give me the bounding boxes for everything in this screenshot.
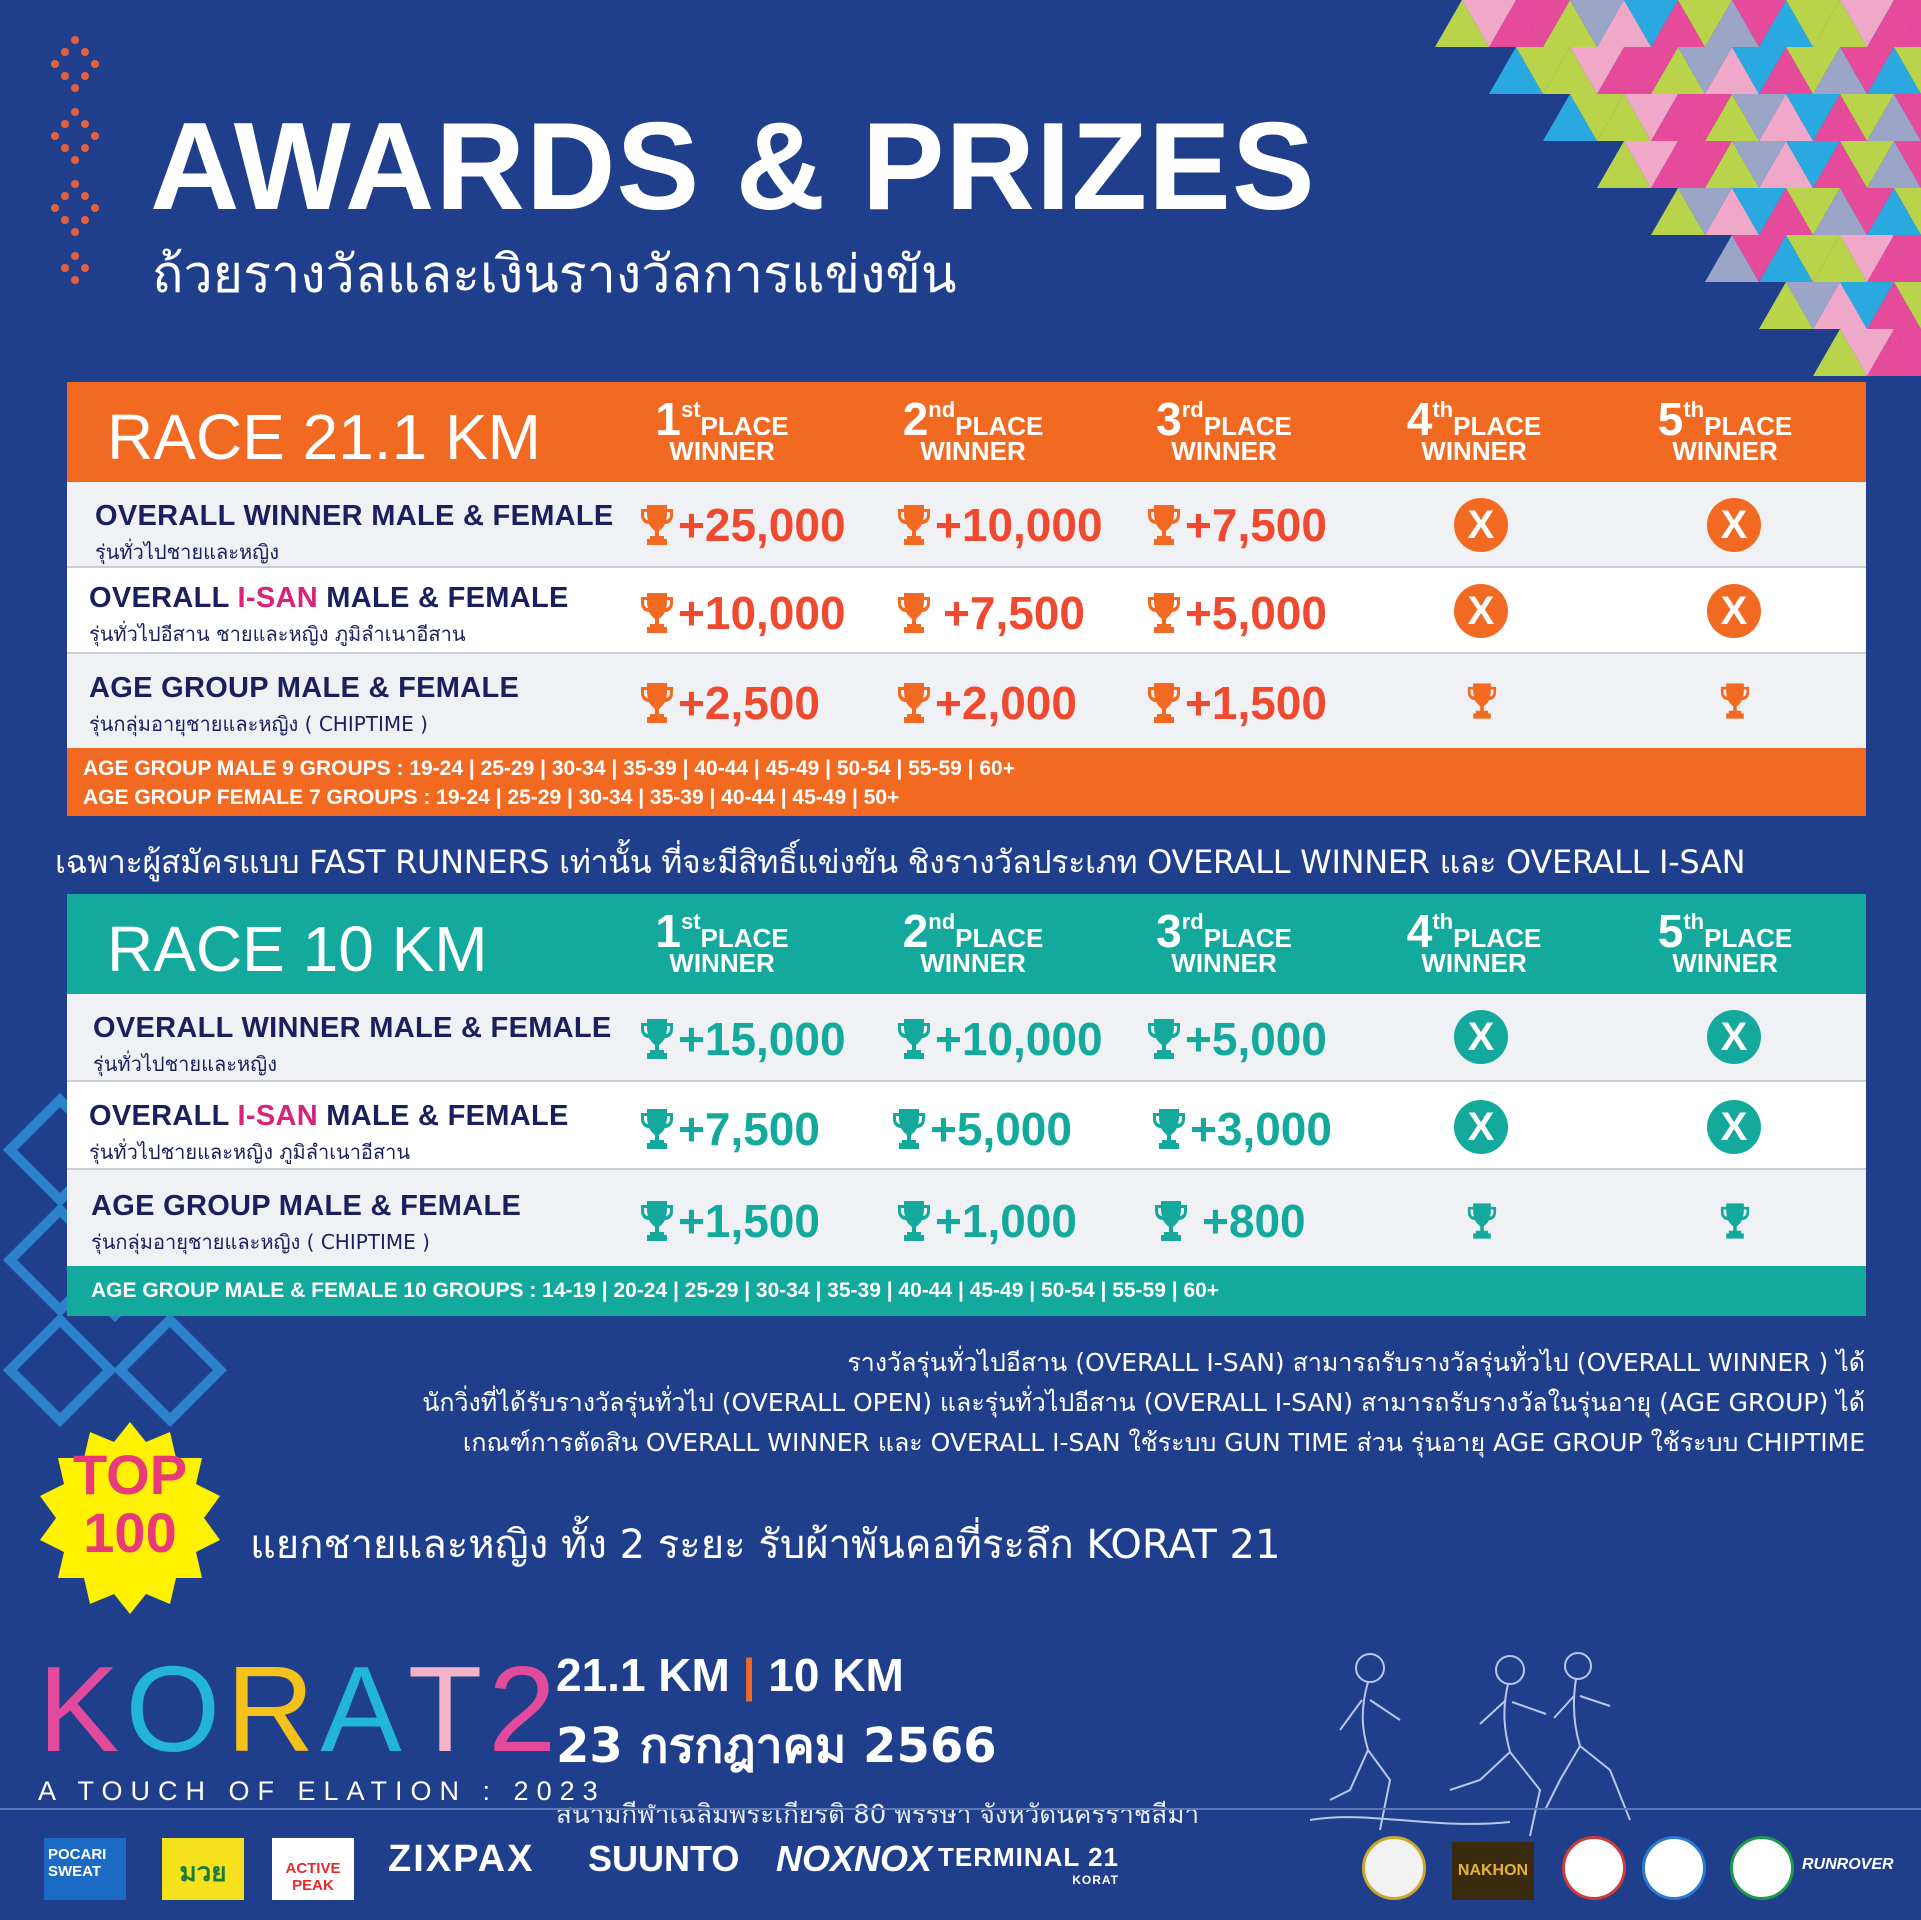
trophy-icon <box>1154 1199 1188 1243</box>
no-prize-icon: X <box>1707 1010 1761 1064</box>
prize-cell: +15,000 <box>640 1012 840 1066</box>
race21-row-agegroup <box>67 654 1866 748</box>
trophy-icon <box>640 591 674 635</box>
page-title: AWARDS & PRIZES <box>150 98 1316 236</box>
race10-col-3: 3rdPLACE WINNER <box>1156 905 1292 978</box>
race21-header <box>67 382 1866 482</box>
top100-label: TOP 100 <box>72 1443 188 1564</box>
prize-cell: +10,000 <box>897 498 1097 552</box>
event-date: 23 กรกฎาคม 2566 <box>556 1718 997 1774</box>
row-sublabel: รุ่นทั่วไปชายและหญิง <box>95 540 279 564</box>
prize-cell: +2,000 <box>897 676 1097 730</box>
prize-cell: +1,500 <box>640 1194 840 1248</box>
row-label: OVERALL WINNER MALE & FEMALE <box>93 1012 612 1044</box>
prize-cell: +7,500 <box>1147 498 1347 552</box>
age-group-line: AGE GROUP MALE & FEMALE 10 GROUPS : 14-19 | 20-24 | 25-29 | 30-34 | 35-39 | 40-44 | 45-49 | 50-54 | 55-59 | 60+ <box>91 1279 1220 1302</box>
note-line: เกณฑ์การตัดสิน OVERALL WINNER และ OVERALL I-SAN ใช้ระบบ GUN TIME ส่วน รุ่นอายุ AGE GROUP ใช้ระบบ CHIPTIME <box>462 1428 1865 1457</box>
age-group-line: AGE GROUP MALE 9 GROUPS : 19-24 | 25-29 | 30-34 | 35-39 | 40-44 | 45-49 | 50-54 | 55-59 | 60+ <box>83 757 1015 780</box>
race21-col-1: 1stPLACE WINNER <box>655 393 789 466</box>
korat21-logo <box>38 1641 606 1807</box>
race10-col-2: 2ndPLACE WINNER <box>902 905 1044 978</box>
event-distances: 21.1 KM | 10 KM <box>556 1649 904 1701</box>
event-venue: สนามกีฬาเฉลิมพระเกียรติ 80 พรรษา จังหวัดนครราชสีมา <box>556 1800 1200 1830</box>
trophy-icon <box>640 1107 674 1151</box>
race21-row-isan <box>67 568 1866 654</box>
prize-cell: +5,000 <box>1147 586 1347 640</box>
trophy-icon <box>1147 1017 1181 1061</box>
row-sublabel: รุ่นกลุ่มอายุชายและหญิง ( CHIPTIME ) <box>89 712 428 736</box>
prize-cell: +7,500 <box>897 586 1097 640</box>
race21-col-3: 3rdPLACE WINNER <box>1156 393 1292 466</box>
prize-cell: +10,000 <box>640 586 840 640</box>
terminal21-logo: TERMINAL 21 KORAT <box>938 1842 1119 1887</box>
trophy-icon <box>640 681 674 725</box>
top100-badge <box>30 1418 230 1618</box>
race21-col-2: 2ndPLACE WINNER <box>902 393 1044 466</box>
crest-logo <box>1730 1836 1794 1900</box>
trophy-icon <box>1147 681 1181 725</box>
row-sublabel: รุ่นกลุ่มอายุชายและหญิง ( CHIPTIME ) <box>91 1230 430 1254</box>
suunto-logo: SUUNTO <box>588 1838 740 1879</box>
fast-runners-note: เฉพาะผู้สมัครแบบ FAST RUNNERS เท่านั้น ที่จะมีสิทธิ์แข่งขัน ชิงรางวัลประเภท OVERALL WINNER และ OVERALL I-SAN <box>55 843 1746 881</box>
race21-col-4: 4thPLACE WINNER <box>1406 393 1542 466</box>
no-prize-icon: X <box>1454 1010 1508 1064</box>
trophy-icon <box>897 1017 931 1061</box>
no-prize-icon: X <box>1707 498 1761 552</box>
prize-cell: +25,000 <box>640 498 840 552</box>
note-line: นักวิ่งที่ได้รับรางวัลรุ่นทั่วไป (OVERALL OPEN) และรุ่นทั่วไปอีสาน (OVERALL I-SAN) สามารถรับรางวัลในรุ่นอายุ (AGE GROUP) ได้ <box>422 1388 1865 1417</box>
shield-logo <box>1562 1836 1626 1900</box>
trophy-icon <box>640 503 674 547</box>
nakhon-logo: NAKHON <box>1452 1842 1534 1900</box>
row-label: OVERALL I-SAN MALE & FEMALE <box>89 582 569 614</box>
trophy-icon <box>1467 1200 1497 1242</box>
race10-title: RACE 10 KM <box>107 913 488 985</box>
age-group-line: AGE GROUP FEMALE 7 GROUPS : 19-24 | 25-29 | 30-34 | 35-39 | 40-44 | 45-49 | 50+ <box>83 786 900 809</box>
seal-logo <box>1362 1836 1426 1900</box>
prize-cell: +7,500 <box>640 1102 840 1156</box>
trophy-icon <box>897 591 931 635</box>
row-label: OVERALL I-SAN MALE & FEMALE <box>89 1100 569 1132</box>
race21-age-groups <box>67 748 1866 816</box>
race10-header <box>67 894 1866 994</box>
page-subtitle: ถ้วยรางวัลและเงินรางวัลการแข่งขัน <box>152 245 957 305</box>
row-label: AGE GROUP MALE & FEMALE <box>91 1190 522 1222</box>
no-prize-icon: X <box>1454 1100 1508 1154</box>
race10-col-5: 5thPLACE WINNER <box>1657 905 1793 978</box>
pocari-logo: POCARI SWEAT <box>44 1838 126 1900</box>
trophy-icon <box>1467 680 1497 722</box>
trophy-icon <box>892 1107 926 1151</box>
trophy-icon <box>1147 591 1181 635</box>
race21-title: RACE 21.1 KM <box>107 401 541 473</box>
race10-age-groups <box>67 1266 1866 1316</box>
prize-cell: +1,000 <box>897 1194 1097 1248</box>
trophy-icon <box>640 1199 674 1243</box>
no-prize-icon: X <box>1707 584 1761 638</box>
muay-logo: มวย <box>162 1838 244 1900</box>
prize-cell: +5,000 <box>892 1102 1092 1156</box>
race10-table <box>67 894 1866 1316</box>
row-sublabel: รุ่นทั่วไปชายและหญิง ภูมิลำเนาอีสาน <box>89 1140 411 1164</box>
row-label: OVERALL WINNER MALE & FEMALE <box>95 500 614 532</box>
race10-row-overall <box>67 994 1866 1082</box>
rules-notes <box>422 1343 1865 1463</box>
emblem-logo <box>1642 1836 1706 1900</box>
decorative-dots <box>40 30 110 290</box>
trophy-icon <box>897 681 931 725</box>
zixpax-logo: ZIXPAX <box>388 1838 535 1880</box>
race10-col-1: 1stPLACE WINNER <box>655 905 789 978</box>
korat-tagline: A TOUCH OF ELATION : 2023 <box>38 1776 606 1806</box>
top100-description: แยกชายและหญิง ทั้ง 2 ระยะ รับผ้าพันคอที่ระลึก KORAT 21 <box>250 1522 1281 1568</box>
row-label: AGE GROUP MALE & FEMALE <box>89 672 520 704</box>
race21-table <box>67 382 1866 816</box>
no-prize-icon: X <box>1454 584 1508 638</box>
noxnox-logo: NOXNOX <box>776 1838 933 1879</box>
trophy-icon <box>640 1017 674 1061</box>
race10-row-isan <box>67 1082 1866 1170</box>
race21-row-overall <box>67 482 1866 568</box>
runrover-logo: RUNROVER <box>1802 1856 1894 1873</box>
row-sublabel: รุ่นทั่วไปชายและหญิง <box>93 1052 277 1076</box>
trophy-icon <box>1147 503 1181 547</box>
prize-cell: +800 <box>1154 1194 1354 1248</box>
trophy-icon <box>897 1199 931 1243</box>
trophy-icon <box>1720 1200 1750 1242</box>
trophy-icon <box>897 503 931 547</box>
prize-cell: +10,000 <box>897 1012 1097 1066</box>
no-prize-icon: X <box>1454 498 1508 552</box>
trophy-icon <box>1152 1107 1186 1151</box>
no-prize-icon: X <box>1707 1100 1761 1154</box>
prize-cell: +1,500 <box>1147 676 1347 730</box>
row-sublabel: รุ่นทั่วไปอีสาน ชายและหญิง ภูมิลำเนาอีสาน <box>89 622 466 646</box>
event-info <box>556 1648 1199 1835</box>
prize-cell: +3,000 <box>1152 1102 1352 1156</box>
note-line: รางวัลรุ่นทั่วไปอีสาน (OVERALL I-SAN) สามารถรับรางวัลรุ่นทั่วไป (OVERALL WINNER ) ได้ <box>847 1348 1865 1377</box>
prize-cell: +5,000 <box>1147 1012 1347 1066</box>
race21-col-5: 5thPLACE WINNER <box>1657 393 1793 466</box>
korat-wordmark: K O R A T 2 <box>38 1641 563 1777</box>
race10-row-agegroup <box>67 1170 1866 1266</box>
prize-cell: +2,500 <box>640 676 840 730</box>
active-peak-logo: ACTIVE PEAK <box>272 1838 354 1900</box>
trophy-icon <box>1720 680 1750 722</box>
decorative-triangles <box>1431 0 1921 400</box>
race10-col-4: 4thPLACE WINNER <box>1406 905 1542 978</box>
